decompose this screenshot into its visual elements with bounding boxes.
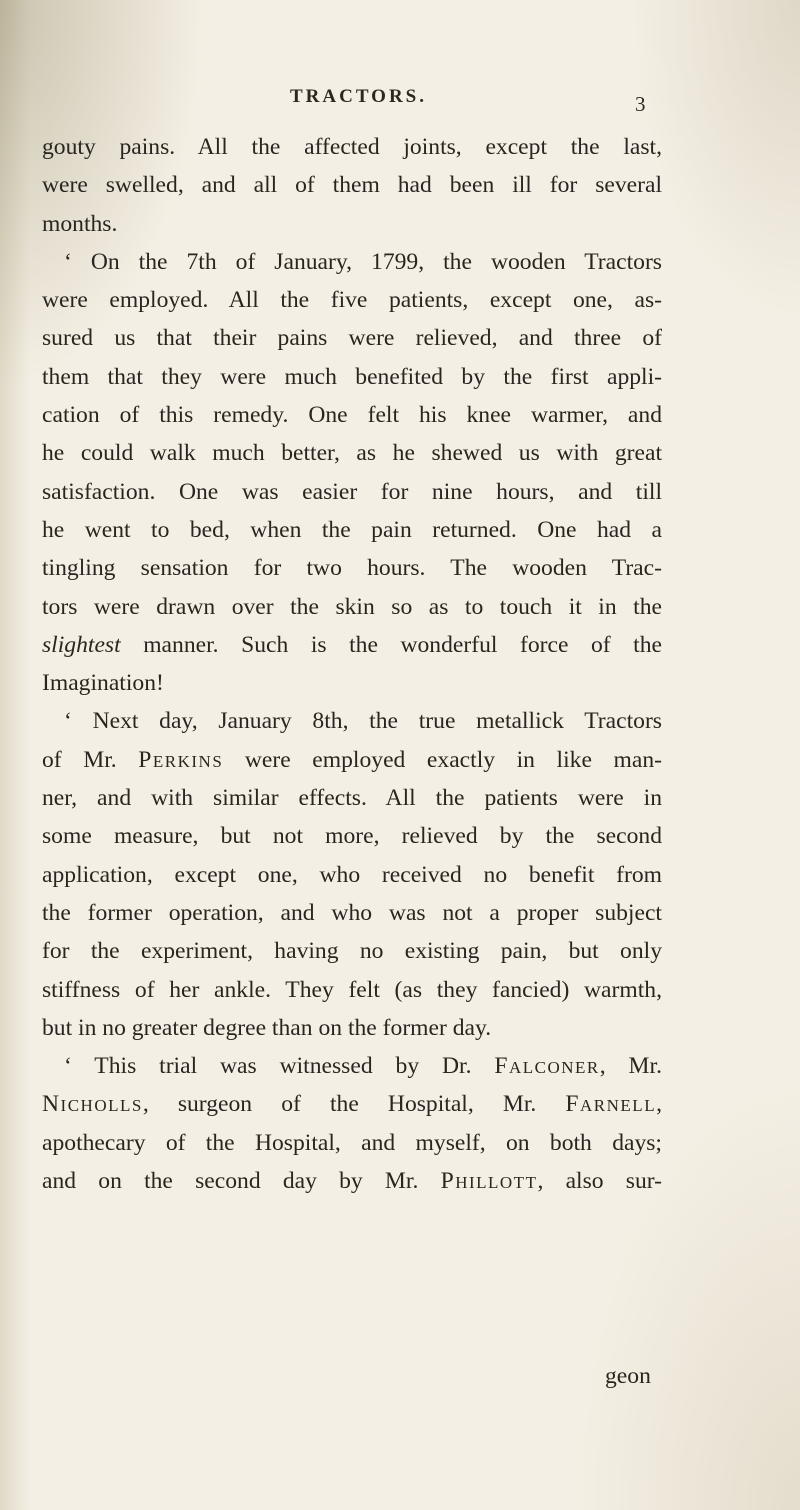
text-line: were employed. All the five patients, except one, as- — [42, 287, 662, 314]
name-falconer: Falconer — [494, 1053, 600, 1080]
text-line: apothecary of the Hospital, and myself, on both days; — [42, 1129, 662, 1156]
text-line — [42, 626, 662, 664]
page-header — [0, 86, 800, 116]
text-fragment: , also sur- — [537, 1168, 662, 1195]
text-line: but in no greater degree than on the former day. — [42, 1014, 492, 1041]
text-fragment: , Mr. — [599, 1053, 662, 1080]
text-line: ‘ On the 7th of January, 1799, the wooden Tractors — [64, 248, 662, 275]
text-line: ner, and with similar effects. All the patients were in — [42, 785, 662, 812]
text-line: sured us that their pains were relieved, and three of — [42, 325, 662, 352]
text-line: them that they were much benefited by the first appli- — [42, 363, 662, 390]
text-line: tors were drawn over the skin so as to touch it in the — [42, 593, 662, 620]
text-fragment: of Mr. — [42, 746, 117, 773]
text-fragment: , — [656, 1091, 662, 1118]
text-line: were swelled, and all of them had been ill for several — [42, 172, 662, 199]
text-line — [42, 1085, 662, 1123]
text-line: cation of this remedy. One felt his knee warmer, and — [42, 402, 662, 429]
text-line: he could walk much better, as he shewed us with great — [42, 440, 662, 467]
italic-word: slightest — [42, 631, 121, 658]
name-nicholls: Nicholls — [42, 1091, 143, 1118]
text-line: tingling sensation for two hours. The wooden Trac- — [42, 555, 662, 582]
page-number: 3 — [635, 92, 646, 116]
text-line: for the experiment, having no existing pain, but only — [42, 938, 662, 965]
text-line — [42, 1162, 662, 1200]
text-line — [42, 1047, 662, 1085]
name-phillott: Phillott — [440, 1168, 538, 1195]
text-fragment: were employed exactly in like man- — [244, 746, 663, 773]
text-line: the former operation, and who was not a proper subject — [42, 899, 662, 926]
catchword: geon — [605, 1363, 651, 1389]
text-line: satisfaction. One was easier for nine hours, and till — [42, 478, 662, 505]
text-fragment: manner. Such is the wonderful force of the — [143, 631, 662, 658]
text-line: ‘ Next day, January 8th, the true metallick Tractors — [64, 708, 662, 735]
name-farnell: Farnell — [565, 1091, 657, 1118]
text-line: gouty pains. All the affected joints, except the last, — [42, 134, 662, 160]
text-line: months. — [42, 210, 118, 237]
name-perkins: Perkins — [138, 746, 224, 773]
text-line: some measure, but not more, relieved by the second — [42, 823, 662, 850]
text-line: Imagination! — [42, 670, 164, 697]
text-line: he went to bed, when the pain returned. One had a — [42, 516, 662, 543]
text-line — [42, 741, 662, 779]
running-head: TRACTORS. — [290, 86, 427, 107]
body-text — [42, 128, 662, 1200]
text-fragment: , surgeon of the Hospital, Mr. — [142, 1091, 537, 1118]
text-fragment: and on the second day by Mr. — [42, 1168, 419, 1195]
text-line: stiffness of her ankle. They felt (as they fancied) warmth, — [42, 976, 662, 1003]
text-fragment: ‘ This trial was witnessed by Dr. — [64, 1053, 472, 1080]
text-line: application, except one, who received no benefit from — [42, 861, 662, 888]
